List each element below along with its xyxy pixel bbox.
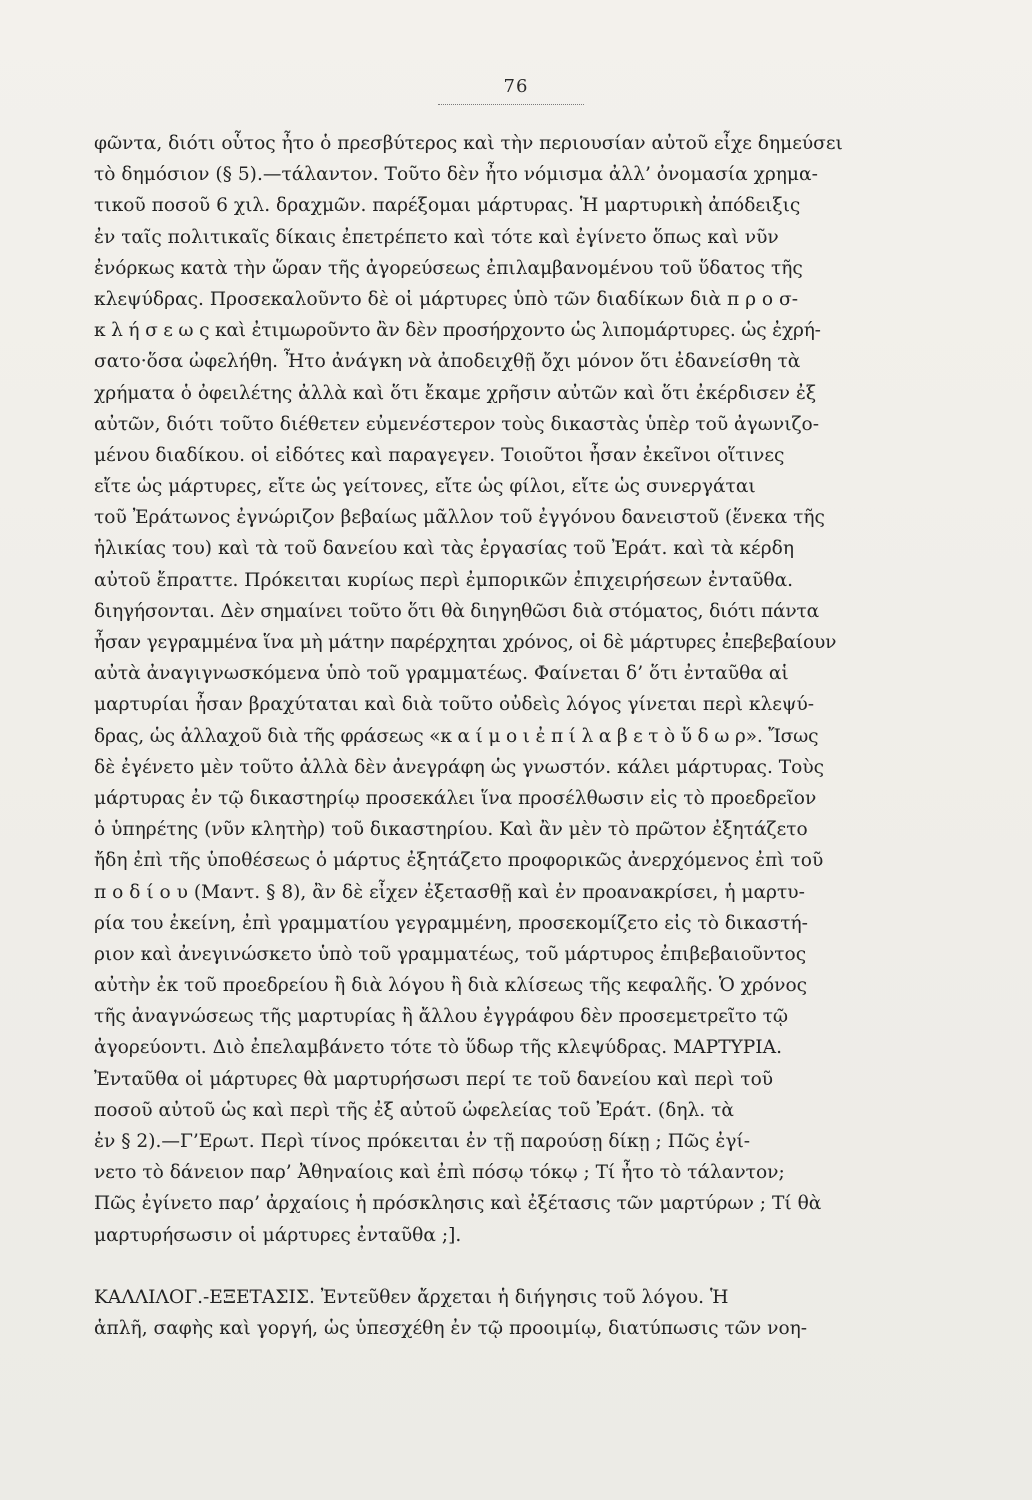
text-line: ἐν ταῖς πολιτικαῖς δίκαις ἐπετρέπετο καὶ τότε καὶ ἐγίνετο ὅπως καὶ νῦν: [94, 226, 779, 248]
text-line: ἦσαν γεγραμμένα ἵνα μὴ μάτην παρέρχηται χρόνος, οἱ δὲ μάρτυρες ἐπεβεβαίουν: [94, 632, 837, 653]
text-line: διηγήσονται. Δὲν σημαίνει τοῦτο ὅτι θὰ διηγηθῶσι διὰ στόματος, διότι πάντα: [94, 600, 819, 622]
text-line: ΚΑΛΛΙΛΟΓ.-ΕΞΕΤΑΣΙΣ. Ἐντεῦθεν ἄρχεται ἡ διήγησις τοῦ λόγου. Ἡ: [94, 1286, 729, 1308]
text-line: μαρτυρίαι ἦσαν βραχύταται καὶ διὰ τοῦτο οὐδεὶς λόγος γίνεται περὶ κλεψύ-: [94, 694, 815, 716]
text-line: Ἐνταῦθα οἱ μάρτυρες θὰ μαρτυρήσωσι περί τε τοῦ δανείου καὶ περὶ τοῦ: [94, 1068, 774, 1090]
text-line: τικοῦ ποσοῦ 6 χιλ. δραχμῶν. παρέξομαι μάρτυρας. Ἡ μαρτυρικὴ ἀπόδειξις: [94, 195, 801, 217]
text-line: μάρτυρας ἐν τῷ δικαστηρίῳ προσεκάλει ἵνα προσέλθωσιν εἰς τὸ προεδρεῖον: [94, 787, 817, 809]
text-line: μένου διαδίκου. οἱ εἰδότες καὶ παραγεγεν. Τοιοῦτοι ἦσαν ἐκεῖνοι οἵτινες: [94, 444, 785, 466]
text-line: ἐνόρκως κατὰ τὴν ὥραν τῆς ἀγορεύσεως ἐπιλαμβανομένου τοῦ ὕδατος τῆς: [94, 257, 803, 279]
text-line: νετο τὸ δάνειον παρ’ Ἀθηναίοις καὶ ἐπὶ πόσῳ τόκῳ ; Τί ἦτο τὸ τάλαντον;: [94, 1162, 785, 1184]
text-line: φῶντα, διότι οὗτος ἦτο ὁ πρεσβύτερος καὶ τὴν περιουσίαν αὐτοῦ εἶχε δημεύσει: [94, 133, 843, 154]
text-line: τῆς ἀναγνώσεως τῆς μαρτυρίας ἢ ἄλλου ἐγγράφου δὲν προσεμετρεῖτο τῷ: [94, 1006, 789, 1028]
text-line: αὐτὴν ἐκ τοῦ προεδρείου ἢ διὰ λόγου ἢ διὰ κλίσεως τῆς κεφαλῆς. Ὁ χρόνος: [94, 975, 808, 997]
text-line: ἀγορεύοντι. Διὸ ἐπελαμβάνετο τότε τὸ ὕδωρ τῆς κλεψύδρας. ΜΑΡΤΥΡΙΑ.: [94, 1037, 782, 1059]
text-line: σατο·ὅσα ὠφελήθη. Ἦτο ἀνάγκη νὰ ἀποδειχθῇ ὄχι μόνον ὅτι ἐδανείσθη τὰ: [94, 351, 801, 373]
page-number: 76: [503, 76, 529, 97]
text-line: π ο δ ί ο υ (Μαντ. § 8), ἂν δὲ εἶχεν ἐξετασθῇ καὶ ἐν προανακρίσει, ἡ μαρτυ-: [94, 881, 805, 903]
text-line: δὲ ἐγένετο μὲν τοῦτο ἀλλὰ δὲν ἀνεγράφη ὡς γνωστόν. κάλει μάρτυρας. Τοὺς: [94, 756, 825, 778]
body-text: [94, 128, 958, 1344]
text-line: αὐτοῦ ἔπραττε. Πρόκειται κυρίως περὶ ἐμπορικῶν ἐπιχειρήσεων ἐνταῦθα.: [94, 569, 794, 591]
header-rule: [438, 104, 584, 105]
paragraph-gap: [94, 1251, 958, 1282]
text-line: ἤδη ἐπὶ τῆς ὑποθέσεως ὁ μάρτυς ἐξητάζετο προφορικῶς ἀνερχόμενος ἐπὶ τοῦ: [94, 850, 824, 872]
text-line: τοῦ Ἐράτωνος ἐγνώριζον βεβαίως μᾶλλον τοῦ ἐγγόνου δανειστοῦ (ἕνεκα τῆς: [94, 507, 825, 529]
text-line: ρία του ἐκείνη, ἐπὶ γραμματίου γεγραμμένη, προσεκομίζετο εἰς τὸ δικαστή-: [94, 912, 808, 934]
text-line: ὁ ὑπηρέτης (νῦν κλητὴρ) τοῦ δικαστηρίου. Καὶ ἂν μὲν τὸ πρῶτον ἐξητάζετο: [94, 819, 808, 841]
text-line: ἡλικίας του) καὶ τὰ τοῦ δανείου καὶ τὰς ἐργασίας τοῦ Ἐράτ. καὶ τὰ κέρδη: [94, 538, 794, 560]
text-line: ἐν § 2).—Γ’Ερωτ. Περὶ τίνος πρόκειται ἐν τῇ παρούσῃ δίκῃ ; Πῶς ἐγί-: [94, 1131, 751, 1152]
text-line: δρας, ὡς ἀλλαχοῦ διὰ τῆς φράσεως «κ α ί μ ο ι ἐ π ί λ α β ε τ ὸ ὕ δ ω ρ». Ἴσως: [94, 725, 819, 747]
text-line: χρήματα ὁ ὀφειλέτης ἀλλὰ καὶ ὅτι ἔκαμε χρῆσιν αὐτῶν καὶ ὅτι ἐκέρδισεν ἐξ: [94, 382, 817, 404]
text-line: αὐτὰ ἀναγιγνωσκόμενα ὑπὸ τοῦ γραμματέως. Φαίνεται δ’ ὅτι ἐνταῦθα αἱ: [94, 663, 789, 685]
text-line: κ λ ή σ ε ω ς καὶ ἐτιμωροῦντο ἂν δὲν προσήρχοντο ὡς λιπομάρτυρες. ὡς ἐχρή-: [94, 320, 821, 342]
text-line: ποσοῦ αὐτοῦ ὡς καὶ περὶ τῆς ἐξ αὐτοῦ ὠφελείας τοῦ Ἐράτ. (δηλ. τὰ: [94, 1099, 734, 1121]
text-line: κλεψύδρας. Προσεκαλοῦντο δὲ οἱ μάρτυρες ὑπὸ τῶν διαδίκων διὰ π ρ ο σ-: [94, 288, 799, 310]
text-line: αὐτῶν, διότι τοῦτο διέθετεν εὐμενέστερον τοὺς δικαστὰς ὑπὲρ τοῦ ἀγωνιζο-: [94, 413, 820, 435]
text-line: μαρτυρήσωσιν οἱ μάρτυρες ἐνταῦθα ;].: [94, 1224, 462, 1246]
text-line: τὸ δημόσιον (§ 5).—τάλαντον. Τοῦτο δὲν ἦτο νόμισμα ἀλλ’ ὀνομασία χρημα-: [94, 164, 818, 186]
text-line: ἁπλῆ, σαφὴς καὶ γοργή, ὡς ὑπεσχέθη ἐν τῷ προοιμίῳ, διατύπωσις τῶν νοη-: [94, 1318, 808, 1340]
text-line: ριον καὶ ἀνεγινώσκετο ὑπὸ τοῦ γραμματέως, τοῦ μάρτυρος ἐπιβεβαιοῦντος: [94, 943, 807, 965]
text-line: Πῶς ἐγίνετο παρ’ ἀρχαίοις ἡ πρόσκλησις καὶ ἐξέτασις τῶν μαρτύρων ; Τί θὰ: [94, 1193, 822, 1215]
text-line: εἴτε ὡς μάρτυρες, εἴτε ὡς γείτονες, εἴτε ὡς φίλοι, εἴτε ὡς συνεργάται: [94, 476, 756, 498]
